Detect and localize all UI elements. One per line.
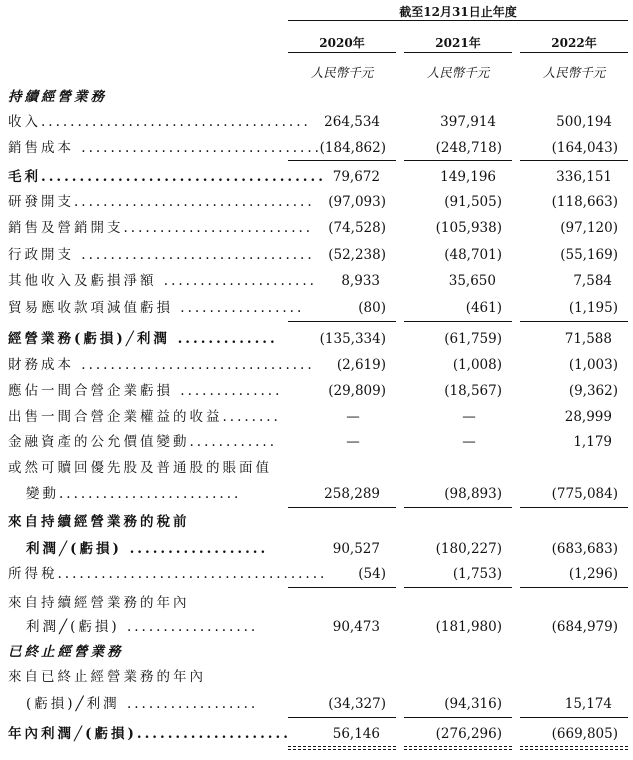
cell-value: (1,753) — [452, 566, 502, 582]
row-label: 或然可贖回優先股及普通股的賬面值 — [8, 460, 272, 476]
row-label: 其他收入及虧損淨額 ..................... — [8, 273, 317, 289]
cell-value: (248,718) — [435, 140, 502, 156]
row-label: 來自持續經營業務的稅前 — [8, 514, 190, 530]
cell-value: (276,296) — [435, 726, 502, 742]
year-header-2020: 2020年 — [319, 36, 365, 50]
cell-value: 56,146 — [332, 726, 380, 742]
subtotal-rule — [288, 587, 396, 588]
cell-value: (52,238) — [328, 247, 386, 263]
total-double-rule — [404, 746, 512, 750]
cell-value: (74,528) — [328, 220, 386, 236]
cell-value: — — [346, 434, 360, 450]
cell-value: (164,043) — [551, 140, 618, 156]
year-rule — [288, 52, 396, 53]
cell-value: — — [462, 409, 476, 425]
cell-value: (1,195) — [568, 300, 618, 316]
cell-value: 500,194 — [556, 114, 612, 130]
subtotal-rule — [520, 717, 628, 718]
row-label: 貿易應收款項減值虧損 ................. — [8, 300, 305, 316]
table-row — [0, 328, 633, 350]
cell-value: (181,980) — [435, 619, 502, 635]
unit-label: 人民幣千元 — [542, 65, 606, 80]
cell-value: 35,650 — [448, 273, 496, 289]
cell-value: 8,933 — [341, 273, 380, 289]
table-row — [0, 217, 633, 239]
table-row — [0, 592, 633, 614]
row-label: 利潤╱(虧損) .................. — [26, 619, 259, 635]
cell-value: 15,174 — [564, 696, 612, 712]
row-label: 所得稅..................................... — [8, 566, 328, 582]
cell-value: (98,893) — [444, 486, 502, 502]
cell-value: 149,196 — [440, 169, 496, 185]
table-row — [0, 431, 633, 453]
cell-value: (34,327) — [328, 696, 386, 712]
cell-value: (118,663) — [551, 194, 618, 210]
row-label: 研發開支................................. — [8, 194, 315, 210]
cell-value: 1,179 — [573, 434, 612, 450]
cell-value: (184,862) — [319, 140, 386, 156]
row-label: 金融資產的公允價值變動............ — [8, 434, 277, 450]
row-label: 利潤╱(虧損) .................. — [26, 541, 269, 557]
table-row — [0, 406, 633, 428]
cell-value: (18,567) — [444, 383, 502, 399]
year-header-2021: 2021年 — [435, 36, 481, 50]
table-row — [0, 616, 633, 638]
row-label: 變動......................... — [26, 486, 242, 502]
subtotal-rule — [404, 587, 512, 588]
row-label: 財務成本 ................................ — [8, 357, 315, 373]
cell-value: (683,683) — [551, 541, 618, 557]
cell-value: (775,084) — [551, 486, 618, 502]
subtotal-rule — [520, 160, 628, 161]
row-label: 應佔一間合營企業虧損 .............. — [8, 383, 283, 399]
cell-value: (91,505) — [444, 194, 502, 210]
table-row — [0, 563, 633, 585]
period-header: 截至12月31日止年度 — [399, 5, 517, 19]
table-row — [0, 111, 633, 133]
cell-value: (29,809) — [328, 383, 386, 399]
cell-value: (97,093) — [328, 194, 386, 210]
cell-value: (9,362) — [568, 383, 618, 399]
table-row — [0, 354, 633, 376]
subtotal-rule — [288, 507, 396, 508]
subtotal-rule — [520, 507, 628, 508]
cell-value: 264,534 — [324, 114, 380, 130]
table-row — [0, 666, 633, 688]
cell-value: — — [462, 434, 476, 450]
cell-value: (48,701) — [444, 247, 502, 263]
cell-value: (2,619) — [336, 357, 386, 373]
cell-value: (61,759) — [444, 331, 502, 347]
table-row — [0, 457, 633, 479]
cell-value: 79,672 — [332, 169, 380, 185]
subtotal-rule — [404, 160, 512, 161]
cell-value: 397,914 — [440, 114, 496, 130]
subtotal-rule — [404, 321, 512, 322]
year-rule — [520, 52, 628, 53]
cell-value: 336,151 — [556, 169, 612, 185]
cell-value: 90,527 — [332, 541, 380, 557]
cell-value: (94,316) — [444, 696, 502, 712]
cell-value: (135,334) — [319, 331, 386, 347]
cell-value: (669,805) — [551, 726, 618, 742]
table-row — [0, 723, 633, 745]
row-label: 行政開支 ................................ — [8, 247, 315, 263]
cell-value: 90,473 — [332, 619, 380, 635]
row-label: 來自持續經營業務的年內 — [8, 595, 190, 611]
table-row — [0, 380, 633, 402]
cell-value: (1,008) — [452, 357, 502, 373]
table-row — [0, 297, 633, 319]
cell-value: 7,584 — [573, 273, 612, 289]
cell-value: (105,938) — [435, 220, 502, 236]
period-header-rule — [288, 20, 628, 21]
row-label: 出售一間合營企業權益的收益........ — [8, 409, 281, 425]
table-row — [0, 137, 633, 159]
cell-value: (55,169) — [560, 247, 618, 263]
cell-value: (54) — [358, 566, 386, 582]
table-row — [0, 244, 633, 266]
year-rule — [404, 52, 512, 53]
row-label: 來自已終止經營業務的年內 — [8, 669, 206, 685]
row-label: 收入..................................... — [8, 114, 311, 130]
subtotal-rule — [520, 587, 628, 588]
cell-value: 71,588 — [564, 331, 612, 347]
subtotal-rule — [288, 160, 396, 161]
row-label: 銷售成本 ................................. — [8, 140, 322, 156]
table-row — [0, 511, 633, 533]
row-label: 毛利..................................... — [8, 169, 326, 185]
cell-value: (80) — [358, 300, 386, 316]
row-label: 年內利潤╱(虧損).................... — [8, 726, 291, 742]
cell-value: (1,296) — [568, 566, 618, 582]
section-title-discontinued: 已終止經營業務 — [8, 644, 124, 660]
table-row — [0, 166, 633, 188]
unit-label: 人民幣千元 — [426, 65, 490, 80]
table-row — [0, 483, 633, 505]
subtotal-rule — [404, 507, 512, 508]
cell-value: (180,227) — [435, 541, 502, 557]
row-label: 經營業務(虧損)╱利潤 ............. — [8, 331, 278, 347]
total-double-rule — [288, 746, 396, 750]
cell-value: (97,120) — [560, 220, 618, 236]
year-header-2022: 2022年 — [551, 36, 597, 50]
cell-value: — — [346, 409, 360, 425]
table-row — [0, 191, 633, 213]
cell-value: 28,999 — [564, 409, 612, 425]
cell-value: 258,289 — [324, 486, 380, 502]
row-label: (虧損)╱利潤 .................. — [26, 696, 259, 712]
subtotal-rule — [404, 717, 512, 718]
subtotal-rule — [520, 321, 628, 322]
unit-label: 人民幣千元 — [310, 65, 374, 80]
cell-value: (1,003) — [568, 357, 618, 373]
subtotal-rule — [288, 321, 396, 322]
subtotal-rule — [288, 717, 396, 718]
table-row — [0, 270, 633, 292]
cell-value: (461) — [465, 300, 502, 316]
table-row — [0, 538, 633, 560]
cell-value: (684,979) — [551, 619, 618, 635]
total-double-rule — [520, 746, 628, 750]
section-title-continuing: 持續經營業務 — [8, 89, 107, 105]
row-label: 銷售及營銷開支.......................... — [8, 220, 314, 236]
table-row — [0, 693, 633, 715]
